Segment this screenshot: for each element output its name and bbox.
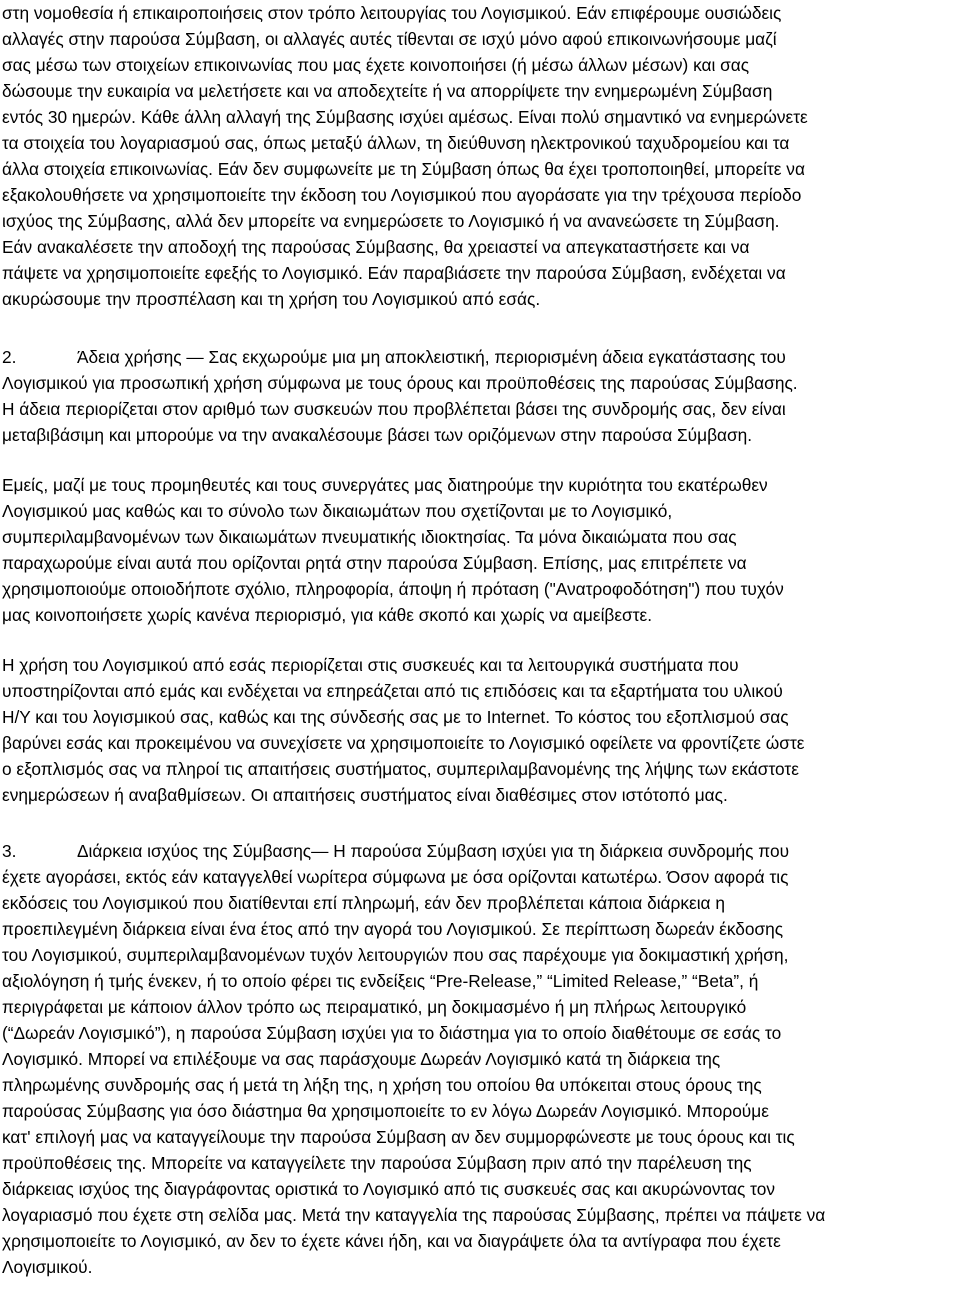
text-line: βαρύνει εσάς και προκειμένου να συνεχίσετε να χρησιμοποιείτε το Λογισμικό οφείλετε να φροντίζετε ώστε xyxy=(2,733,805,753)
section-heading-line xyxy=(2,344,786,370)
section-heading-line xyxy=(2,838,789,864)
text-line: άλλα στοιχεία επικοινωνίας. Εάν δεν συμφωνείτε με τη Σύμβαση όπως θα έχει τροποποιηθεί, μπορείτε να xyxy=(2,159,805,179)
text-line: δώσουμε την ευκαιρία να μελετήσετε και να αποδεχτείτε ή να απορρίψετε την ενημερωμένη Σύμβαση xyxy=(2,81,773,101)
text-line: προϋποθέσεις της. Μπορείτε να καταγγείλετε την παρούσα Σύμβαση πριν από την παρέλευση της xyxy=(2,1153,752,1173)
text-line: χρησιμοποιείτε το Λογισμικό, αν δεν το έχετε κάνει ήδη, και να διαγράψετε όλα τα αντίγραφα που έχετε xyxy=(2,1231,781,1251)
text-line: ο εξοπλισμός σας να πληροί τις απαιτήσεις συστήματος, συμπεριλαμβανομένης της λήψης των εκάστοτε xyxy=(2,759,799,779)
text-line: Η/Υ και του λογισμικού σας, καθώς και της σύνδεσής σας με το Internet. Το κόστος του εξοπλισμού σας xyxy=(2,707,789,727)
text-line: κατ' επιλογή μας να καταγγείλουμε την παρούσα Σύμβαση αν δεν συμμορφώνεστε με τους όρους και τις xyxy=(2,1127,795,1147)
text-line: συμπεριλαμβανομένων των δικαιωμάτων πνευματικής ιδιοκτησίας. Τα μόνα δικαιώματα που σας xyxy=(2,527,737,547)
text-line: μεταβιβάσιμη και μπορούμε να την ανακαλέσουμε βάσει των οριζόμενων στην παρούσα Σύμβαση. xyxy=(2,425,753,445)
text-line: Εμείς, μαζί με τους προμηθευτές και τους συνεργάτες μας διατηρούμε την κυριότητα του εκατέρωθεν xyxy=(2,475,768,495)
text-line: αξιολόγηση ή τμής ένεκεν, ή το οποίο φέρει τις ενδείξεις “Pre-Release,” “Limited Release,” “Beta”, ή xyxy=(2,971,759,991)
text-line: ισχύος της Σύμβασης, αλλά δεν μπορείτε να ενημερώσετε το Λογισμικό ή να ανανεώσετε τη Σύμβαση. xyxy=(2,211,780,231)
text-line: στη νομοθεσία ή επικαιροποιήσεις στον τρόπο λειτουργίας του Λογισμικού. Εάν επιφέρουμε ουσιώδεις xyxy=(2,3,782,23)
text-line: Διάρκεια ισχύος της Σύμβασης— Η παρούσα Σύμβαση ισχύει για τη διάρκεια συνδρομής που xyxy=(77,841,790,861)
text-line: πληρωμένης συνδρομής σας ή μετά τη λήξη της, η χρήση του οποίου θα υπόκειται στους όρους της xyxy=(2,1075,762,1095)
text-line: παραχωρούμε είναι αυτά που ορίζονται ρητά στην παρούσα Σύμβαση. Επίσης, μας επιτρέπετε να xyxy=(2,553,747,573)
text-line: μας κοινοποιήσετε χωρίς κανένα περιορισμό, για κάθε σκοπό και χωρίς να αμείβεστε. xyxy=(2,605,653,625)
text-line: ενημερώσεων ή αναβαθμίσεων. Οι απαιτήσεις συστήματος είναι διαθέσιμες στον ιστότοπό μας. xyxy=(2,785,728,805)
text-line: (“Δωρεάν Λογισμικό”), η παρούσα Σύμβαση ισχύει για το διάστημα για το οποίο διαθέτουμε σε εσάς το xyxy=(2,1023,782,1043)
text-line: υποστηρίζονται από εμάς και ενδέχεται να επηρεάζεται από τις επιδόσεις και τα εξαρτήματα του υλικού xyxy=(2,681,783,701)
text-line: Εάν ανακαλέσετε την αποδοχή της παρούσας Σύμβασης, θα χρειαστεί να απεγκαταστήσετε και να xyxy=(2,237,750,257)
text-line: έχετε αγοράσει, εκτός εάν καταγγελθεί νωρίτερα σύμφωνα με όσα ορίζονται κατωτέρω. Όσον αφορά τις xyxy=(2,867,789,887)
text-line: του Λογισμικού, συμπεριλαμβανομένων τυχόν λειτουργιών που σας παρέχουμε για δοκιμαστική χρήση, xyxy=(2,945,789,965)
text-line: προεπιλεγμένη διάρκεια είναι ένα έτος από την αγορά του Λογισμικού. Σε περίπτωση δωρεάν έκδοσης xyxy=(2,919,784,939)
text-line: παρούσας Σύμβασης για όσο διάστημα θα χρησιμοποιείτε το εν λόγω Δωρεάν Λογισμικό. Μπορούμε xyxy=(2,1101,769,1121)
text-line: Λογισμικό. Μπορεί να επιλέξουμε να σας παράσχουμε Δωρεάν Λογισμικό κατά τη διάρκεια της xyxy=(2,1049,721,1069)
text-line: Άδεια χρήσης — Σας εκχωρούμε μια μη αποκλειστική, περιορισμένη άδεια εγκατάστασης του xyxy=(77,347,786,367)
text-line: Η άδεια περιορίζεται στον αριθμό των συσκευών που προβλέπεται βάσει της συνδρομής σας, δεν είναι xyxy=(2,399,786,419)
text-line: αλλαγές στην παρούσα Σύμβαση, οι αλλαγές αυτές τίθενται σε ισχύ μόνο αφού επικοινωνήσουμε μαζί xyxy=(2,29,777,49)
text-line: τα στοιχεία του λογαριασμού σας, όπως μεταξύ άλλων, τη διεύθυνση ηλεκτρονικού ταχυδρομείου και τα xyxy=(2,133,790,153)
text-line: Λογισμικού για προσωπική χρήση σύμφωνα με τους όρους και προϋποθέσεις της παρούσας Σύμβασης. xyxy=(2,373,798,393)
text-line: πάψετε να χρησιμοποιείτε εφεξής το Λογισμικό. Εάν παραβιάσετε την παρούσα Σύμβαση, ενδέχεται να xyxy=(2,263,786,283)
text-line: εντός 30 ημερών. Κάθε άλλη αλλαγή της Σύμβασης ισχύει αμέσως. Είναι πολύ σημαντικό να ενημερώνετε xyxy=(2,107,808,127)
text-line: εξακολουθήσετε να χρησιμοποιείτε την έκδοση του Λογισμικού που αγοράσατε για την τρέχουσα περίοδο xyxy=(2,185,802,205)
section-number: 2. xyxy=(2,347,17,367)
text-line: Η χρήση του Λογισμικού από εσάς περιορίζεται στις συσκευές και τα λειτουργικά συστήματα που xyxy=(2,655,739,675)
text-line: Λογισμικού. xyxy=(2,1257,93,1277)
text-line: λογαριασμό που έχετε στη σελίδα μας. Μετά την καταγγελία της παρούσας Σύμβασης, πρέπει να πάψετε να xyxy=(2,1205,826,1225)
section-number: 3. xyxy=(2,841,17,861)
text-line: εκδόσεις του Λογισμικού που διατίθενται επί πληρωμή, εάν δεν προβλέπεται κάποια διάρκεια η xyxy=(2,893,725,913)
text-line: χρησιμοποιούμε οποιοδήποτε σχόλιο, πληροφορία, άποψη ή πρόταση ("Ανατροφοδότηση") που τυχόν xyxy=(2,579,784,599)
text-line: σας μέσω των στοιχείων επικοινωνίας που μας έχετε κοινοποιήσει (ή μέσω άλλων μέσων) και σας xyxy=(2,55,750,75)
text-line: περιγράφεται με κάποιον άλλον τρόπο ως πειραματικό, μη δοκιμασμένο ή μη πλήρως λειτουργικό xyxy=(2,997,747,1017)
text-line: διάρκειας ισχύος της διαγράφοντας οριστικά το Λογισμικό από τις συσκευές σας και ακυρώνοντας τον xyxy=(2,1179,776,1199)
text-line: Λογισμικού μας καθώς και το σύνολο των δικαιωμάτων που σχετίζονται με το Λογισμικό, xyxy=(2,501,673,521)
text-line: ακυρώσουμε την προσπέλαση και τη χρήση του Λογισμικού από εσάς. xyxy=(2,289,541,309)
